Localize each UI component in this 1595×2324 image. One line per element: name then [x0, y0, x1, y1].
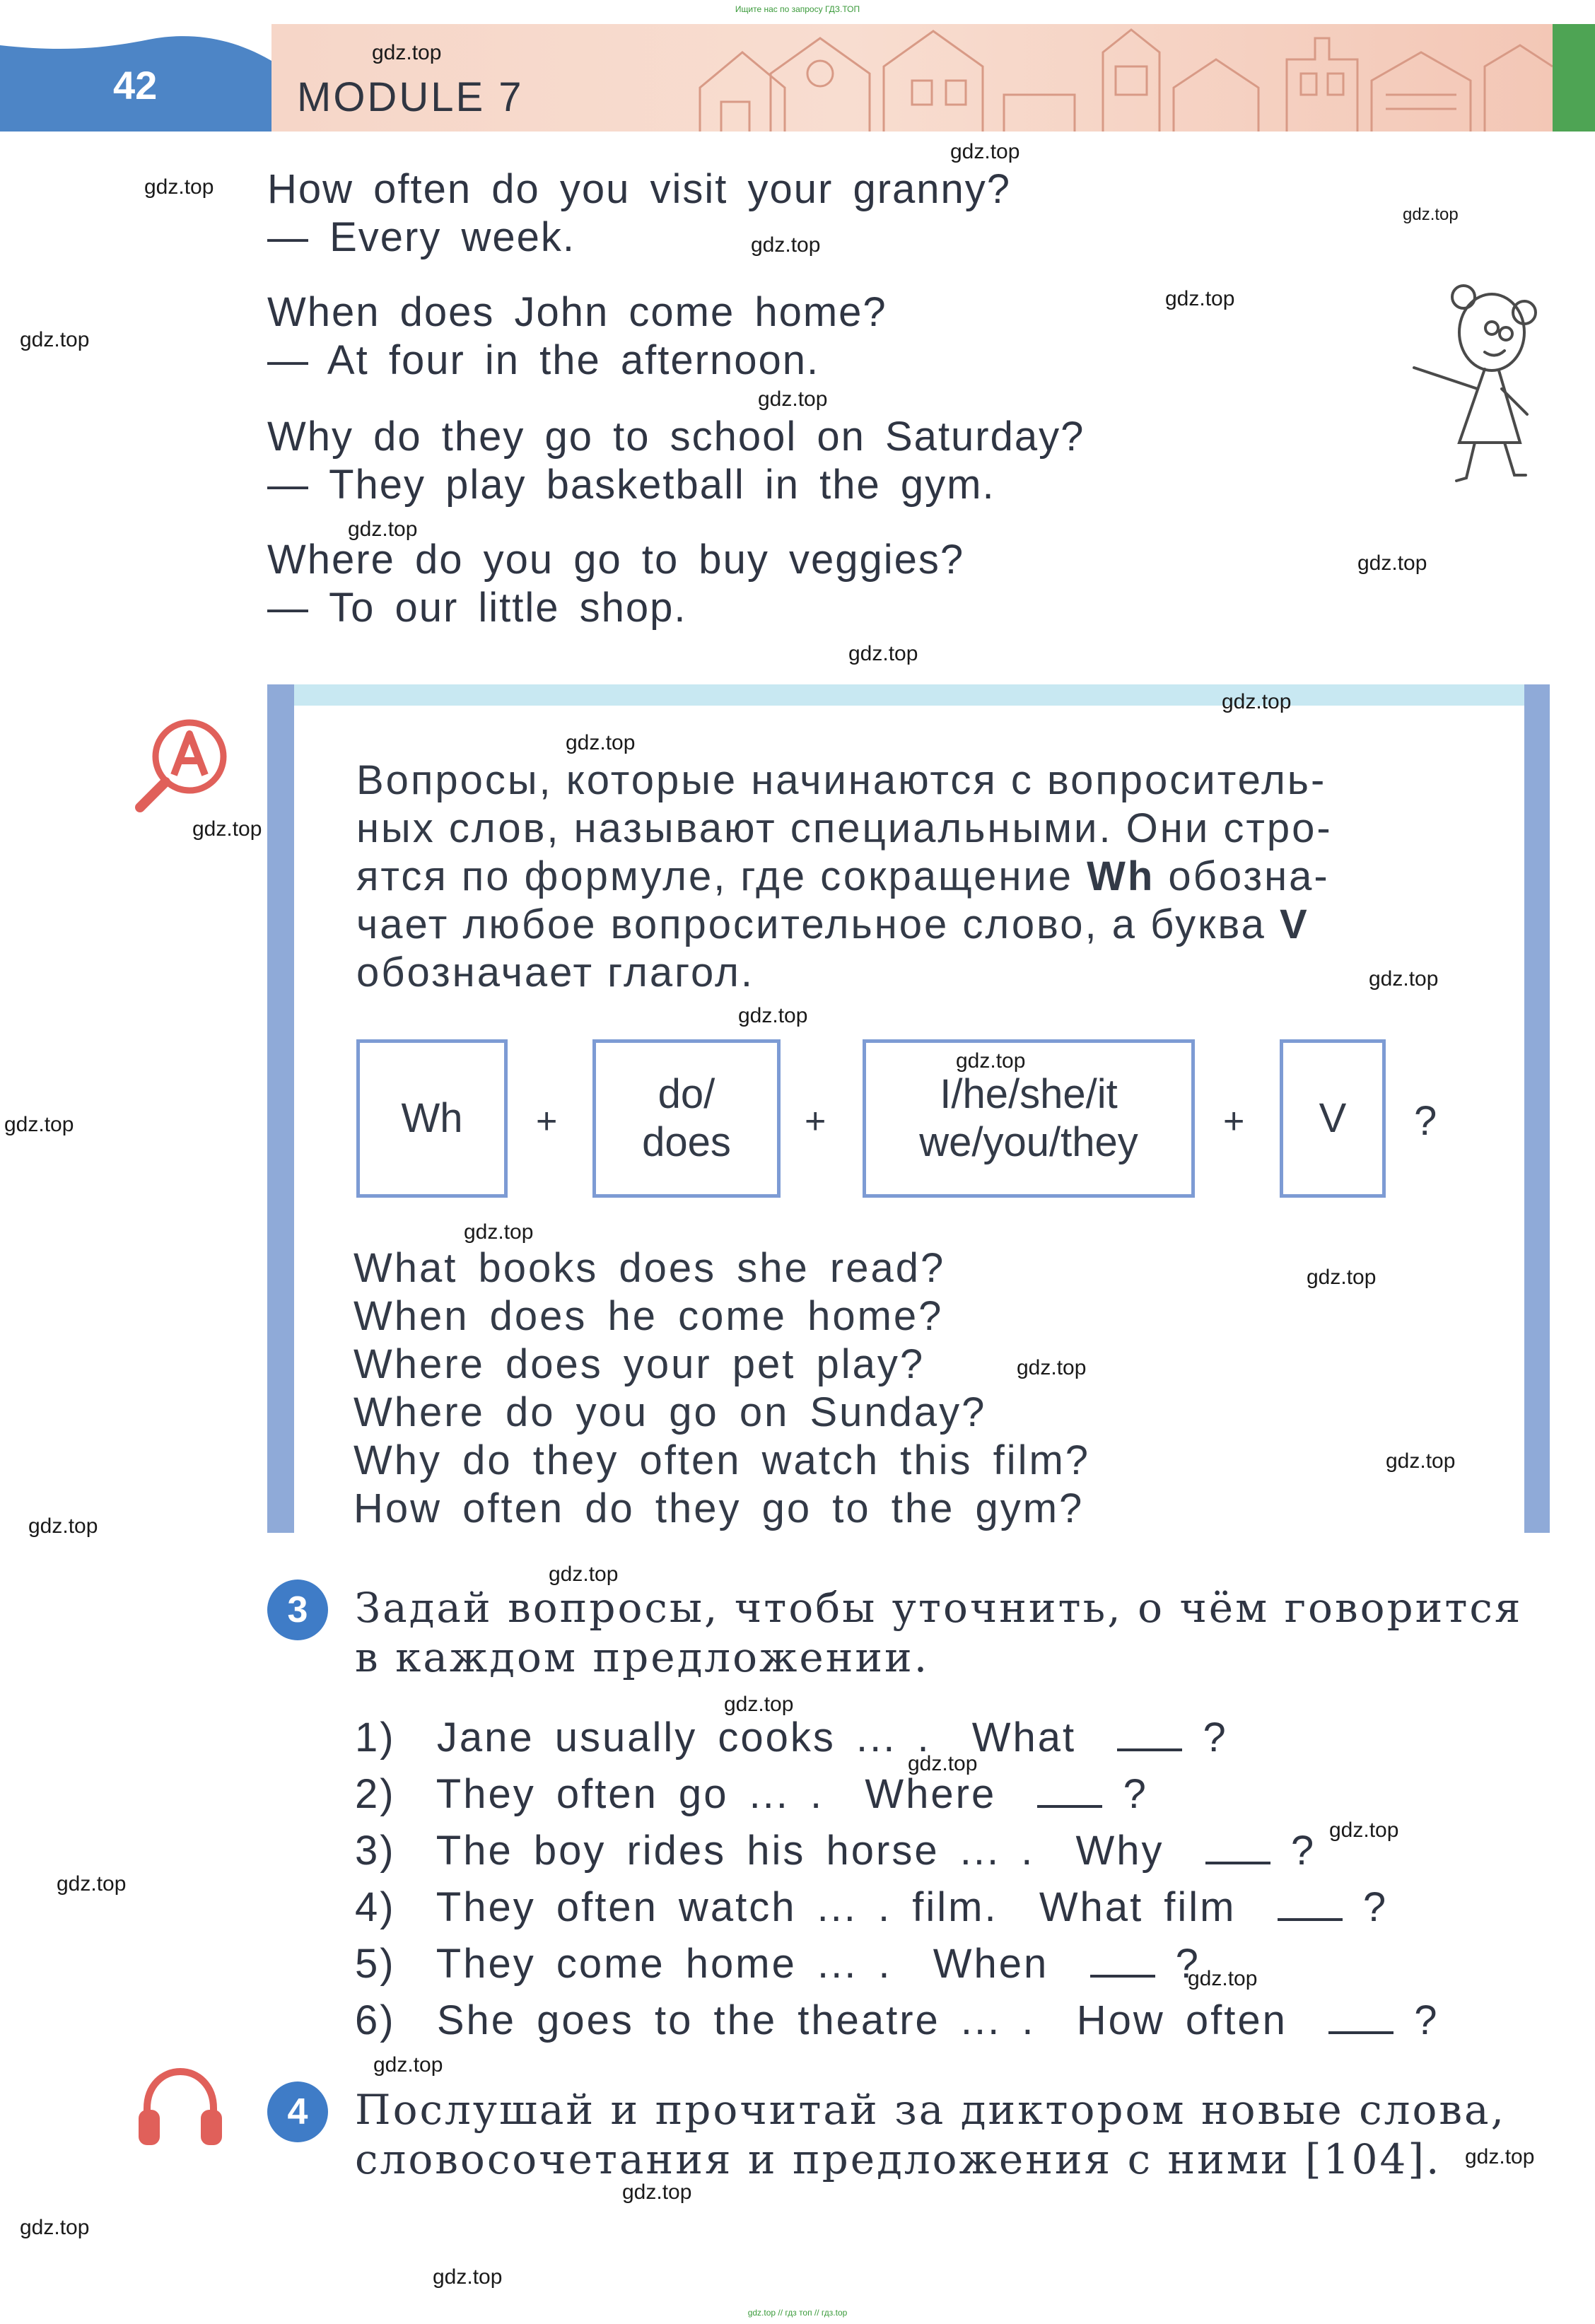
formula-subject-plural: we/you/they — [919, 1119, 1138, 1165]
exercise-3-item — [355, 1714, 1228, 1761]
formula-subject-singular: I/he/she/it — [940, 1071, 1118, 1117]
example-1: What books does she read? — [354, 1245, 946, 1291]
rule-term-wh: Wh — [1087, 853, 1155, 899]
item-sentence: She goes to the theatre ... . — [436, 1997, 1036, 2043]
formula-question-mark: ? — [1414, 1098, 1437, 1144]
formula-does: does — [642, 1119, 731, 1165]
watermark: gdz.top — [908, 1752, 978, 1775]
dialogue-question-2: When does John come home? — [267, 289, 887, 335]
dialogue-question-3: Why do they go to school on Saturday? — [267, 414, 1085, 460]
exercise-3-item — [355, 1997, 1439, 2044]
dialogue-question-1: How often do you visit your granny? — [267, 166, 1012, 212]
watermark: gdz.top — [20, 2216, 90, 2239]
town-houses-illustration — [679, 24, 1553, 132]
formula-box-subject — [863, 1039, 1195, 1198]
watermark: gdz.top — [1329, 1818, 1399, 1842]
answer-blank[interactable] — [1117, 1717, 1182, 1751]
watermark: gdz.top — [1403, 205, 1459, 224]
example-5: Why do they often watch this film? — [354, 1437, 1091, 1483]
watermark: gdz.top — [57, 1872, 127, 1896]
example-4: Where do you go on Sunday? — [354, 1389, 987, 1435]
watermark: gdz.top — [4, 1113, 74, 1136]
item-number: 1) — [355, 1715, 396, 1760]
item-end: ? — [1203, 1715, 1228, 1760]
item-number: 2) — [355, 1771, 396, 1817]
rule-text-line-3 — [356, 853, 1330, 900]
formula-plus-3: + — [1223, 1101, 1245, 1142]
dialogue-answer-1: — Every week. — [267, 214, 576, 260]
dialogue-question-4: Where do you go to buy veggies? — [267, 537, 965, 583]
rule-text-line-4 — [356, 901, 1309, 948]
watermark: gdz.top — [372, 41, 442, 64]
exercise-4-instruction-line-2: словосочетания и предложения с ними [104]. — [355, 2135, 1442, 2183]
item-end: ? — [1362, 1884, 1389, 1930]
module-title: MODULE 7 — [297, 74, 524, 120]
answer-blank[interactable] — [1278, 1887, 1343, 1921]
watermark: gdz.top — [956, 1049, 1026, 1073]
answer-blank[interactable] — [1090, 1944, 1155, 1978]
rule-box-right-border — [1524, 684, 1550, 1533]
watermark: gdz.top — [758, 387, 828, 411]
item-prompt: Why — [1075, 1828, 1164, 1874]
formula-box-wh: Wh — [356, 1039, 508, 1198]
dialogue-answer-2: — At four in the afternoon. — [267, 337, 820, 383]
item-number: 5) — [355, 1941, 396, 1987]
example-3: Where does your pet play? — [354, 1341, 925, 1387]
header-wave-decoration — [0, 24, 271, 61]
rule-text-line-3-end: обозна- — [1155, 853, 1330, 899]
exercise-4-instruction-line-1: Послушай и прочитай за диктором новые слова, — [355, 2086, 1507, 2134]
rule-text-line-4-start: чает любое вопросительное слово, а буква — [356, 901, 1280, 947]
item-end: ? — [1175, 1941, 1200, 1987]
exercise-3-item — [355, 1827, 1316, 1874]
watermark: gdz.top — [1017, 1356, 1087, 1379]
watermark: gdz.top — [192, 817, 262, 841]
answer-blank[interactable] — [1328, 2000, 1394, 2034]
formula-plus-1: + — [536, 1101, 558, 1142]
item-end: ? — [1290, 1828, 1316, 1874]
dialogue-answer-3: — They play basketball in the gym. — [267, 462, 995, 508]
answer-blank[interactable] — [1205, 1830, 1270, 1864]
item-prompt: How often — [1076, 1997, 1287, 2043]
answer-blank[interactable] — [1037, 1774, 1102, 1808]
item-prompt: When — [933, 1941, 1049, 1987]
watermark: gdz.top — [724, 1693, 794, 1716]
watermark: gdz.top — [848, 642, 918, 665]
formula-do: do/ — [658, 1071, 715, 1117]
watermark: gdz.top — [348, 518, 418, 541]
rule-text-line-3-start: ятся по формуле, где сокращение — [356, 853, 1087, 899]
example-6: How often do they go to the gym? — [354, 1485, 1085, 1531]
item-sentence: They often watch ... . film. — [436, 1884, 998, 1930]
watermark: gdz.top — [1369, 967, 1439, 991]
example-2: When does he come home? — [354, 1293, 944, 1339]
watermark: gdz.top — [751, 233, 821, 257]
formula-box-do-does — [592, 1039, 781, 1198]
watermark: gdz.top — [1307, 1266, 1377, 1289]
bottom-note: gdz.top // гдз топ // гдз.top — [747, 2308, 848, 2318]
exercise-3-instruction-line-1: Задай вопросы, чтобы уточнить, о чём говорится — [355, 1584, 1523, 1632]
watermark: gdz.top — [1222, 690, 1292, 713]
watermark: gdz.top — [1165, 287, 1235, 310]
magnifier-icon — [133, 716, 232, 814]
girl-illustration — [1386, 276, 1555, 488]
exercise-3-instruction-line-2: в каждом предложении. — [355, 1633, 930, 1681]
rule-term-v: V — [1280, 901, 1309, 947]
exercise-3-item — [355, 1940, 1200, 1987]
item-sentence: They come home ... . — [436, 1941, 892, 1987]
headphones-icon — [134, 2065, 226, 2149]
item-number: 3) — [355, 1828, 396, 1874]
top-note: Ищите нас по запросу ГДЗ.ТОП — [735, 4, 860, 14]
rule-text-line-2: ных слов, называют специальными. Они стро- — [356, 805, 1333, 851]
exercise-4-number: 4 — [267, 2081, 328, 2142]
dialogue-answer-4: — To our little shop. — [267, 585, 687, 631]
watermark: gdz.top — [622, 2180, 692, 2204]
watermark: gdz.top — [433, 2265, 503, 2289]
item-number: 4) — [355, 1884, 396, 1930]
exercise-3-item — [355, 1884, 1388, 1931]
watermark: gdz.top — [1188, 1967, 1258, 1990]
watermark: gdz.top — [1465, 2145, 1535, 2168]
watermark: gdz.top — [20, 328, 90, 351]
rule-box-top-band — [267, 684, 1548, 706]
rule-text-line-5: обозначает глагол. — [356, 950, 754, 995]
formula-plus-2: + — [805, 1101, 826, 1142]
formula-box-verb: V — [1280, 1039, 1386, 1198]
watermark: gdz.top — [1386, 1449, 1456, 1473]
watermark: gdz.top — [566, 731, 636, 754]
rule-text-line-1: Вопросы, которые начинаются с вопроситель- — [356, 757, 1327, 803]
item-sentence: They often go ... . — [436, 1771, 824, 1817]
watermark: gdz.top — [28, 1514, 98, 1538]
watermark: gdz.top — [373, 2053, 443, 2077]
watermark: gdz.top — [1357, 551, 1427, 575]
exercise-3-number: 3 — [267, 1579, 328, 1640]
exercise-3-item — [355, 1770, 1148, 1818]
item-prompt: What — [971, 1715, 1077, 1760]
header-green-tab — [1553, 24, 1595, 132]
watermark: gdz.top — [464, 1220, 534, 1244]
item-sentence: The boy rides his horse ... . — [436, 1828, 1035, 1874]
item-sentence: Jane usually cooks ... . — [436, 1715, 931, 1760]
item-end: ? — [1123, 1771, 1148, 1817]
item-prompt: Where — [865, 1771, 997, 1817]
rule-box-left-border — [267, 684, 294, 1533]
watermark: gdz.top — [549, 1563, 619, 1586]
watermark: gdz.top — [950, 140, 1020, 163]
watermark: gdz.top — [144, 175, 214, 199]
item-number: 6) — [355, 1997, 396, 2043]
page-number: 42 — [113, 63, 158, 107]
item-prompt: What film — [1039, 1884, 1237, 1930]
item-end: ? — [1414, 1997, 1439, 2043]
watermark: gdz.top — [738, 1004, 808, 1027]
